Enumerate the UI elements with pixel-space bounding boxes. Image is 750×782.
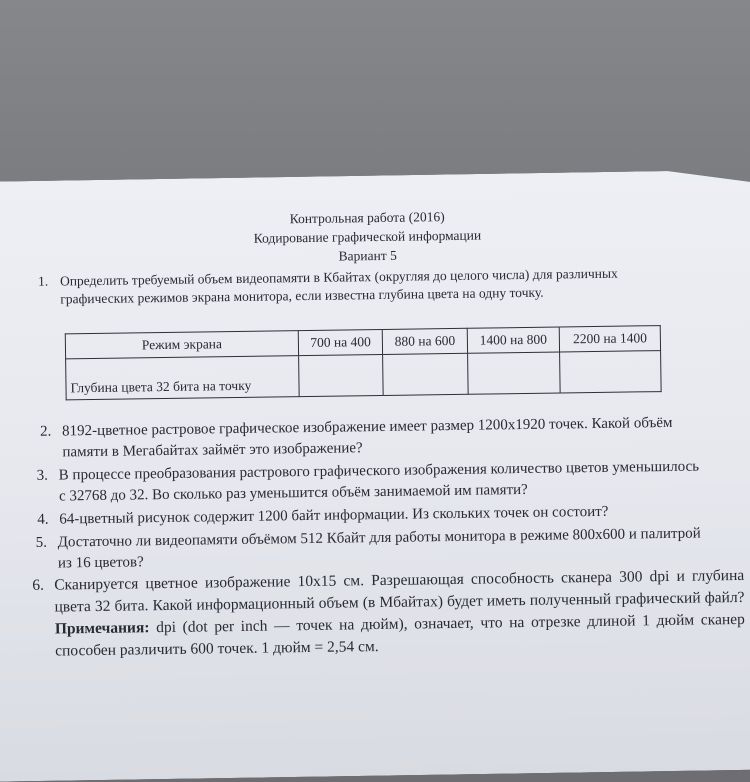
table-cell xyxy=(560,351,661,393)
task-text: В процессе преобразования растрового графического изображения количество цветов уменьшилось с 32768 до 32. Во сколько раз уменьшится объём занимаемой им памяти? xyxy=(58,458,700,505)
task-number: 1. xyxy=(37,273,49,289)
doc-subtitle: Кодирование графической информации xyxy=(253,227,482,246)
task-1 xyxy=(38,264,648,309)
doc-variant: Вариант 5 xyxy=(338,247,397,264)
table-cell xyxy=(383,353,468,395)
note-label: Примечания: xyxy=(54,619,150,638)
table-header-cell: 700 на 400 xyxy=(298,329,383,355)
table-cell xyxy=(299,354,384,396)
task-text: Определить требуемый объем видеопамяти в Кбайтах (округляя до целого числа) для различных графических режимов экрана монитора, если известна глубина цвета на одну точку. xyxy=(59,265,618,307)
task-6 xyxy=(32,565,745,663)
video-modes-table xyxy=(65,325,662,400)
task-number: 4. xyxy=(37,511,49,528)
task-text-part: Сканируется цветное изображение 10х15 см. Разрешающая способность сканера 300 dpi и глубина цвета 32 бита. Какой информационный объем (в Мбайтах) будет иметь полученный графический файл? xyxy=(54,566,745,616)
table-header-cell: 2200 на 1400 xyxy=(559,326,660,352)
task-number: 6. xyxy=(32,576,45,594)
task-text: Достаточно ли видеопамяти объёмом 512 Кбайт для работы монитора в режиме 800х600 и палитрой из 16 цветов? xyxy=(57,525,701,572)
task-text-part: dpi (dot per inch — точек на дюйм), означает, что на отрезке длиной 1 дюйм сканер способен различить 600 точек. 1 дюйм = 2,54 см. xyxy=(55,610,745,660)
task-number: 5. xyxy=(35,534,48,551)
table-header-cell: Режим экрана xyxy=(65,331,298,359)
table-cell xyxy=(467,352,560,394)
table-row-label: Глубина цвета 32 бита на точку xyxy=(66,356,300,400)
doc-title: Контрольная работа (2016) xyxy=(289,209,445,227)
table-header-cell: 1400 на 800 xyxy=(467,327,560,353)
task-text: 64-цветный рисунок содержит 1200 байт информации. Из скольких точек он состоит? xyxy=(59,503,609,528)
task-text: 8192-цветное растровое графическое изображение имеет размер 1200х1920 точек. Какой объём памяти в Мегабайтах займёт это изображение? xyxy=(62,414,673,461)
table-row xyxy=(66,351,662,400)
task-number: 3. xyxy=(36,467,49,484)
task-2 xyxy=(40,413,701,464)
table-header-cell: 880 на 600 xyxy=(383,328,468,354)
task-number: 2. xyxy=(40,423,52,440)
task-text xyxy=(32,565,745,663)
task-3 xyxy=(37,456,708,507)
